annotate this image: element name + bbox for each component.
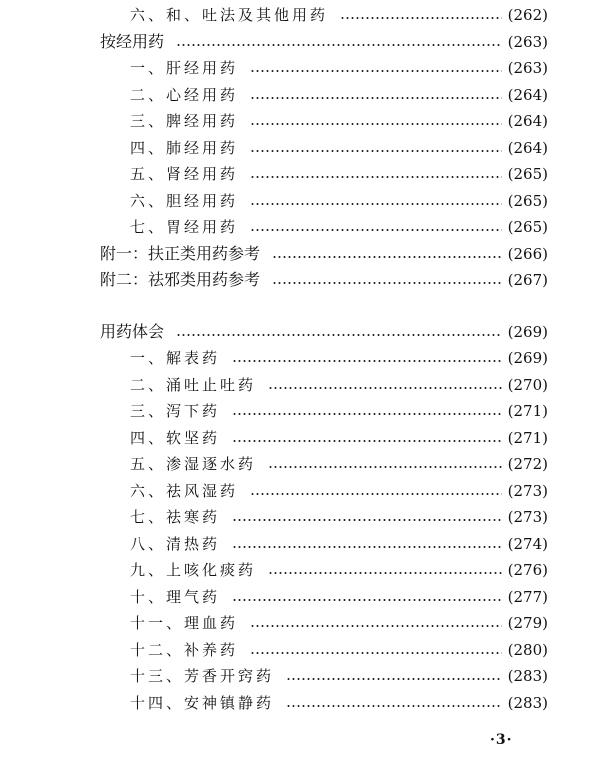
toc-dot-leader: [250, 625, 502, 627]
toc-dot-leader: [250, 97, 502, 99]
toc-entry-page: (270): [507, 376, 548, 394]
toc-entry: [130, 584, 548, 610]
toc-entry: [130, 531, 548, 557]
toc-entry-page: (276): [507, 561, 548, 579]
toc-entry: [100, 319, 548, 345]
toc-entry-title: 九、上咳化痰药: [130, 561, 257, 579]
toc-entry-page: (280): [507, 641, 548, 659]
toc-entry-title: 五、肾经用药: [130, 165, 239, 183]
toc-dot-leader: [232, 519, 502, 521]
toc-entry: [130, 214, 548, 240]
toc-dot-leader: [272, 282, 502, 284]
toc-dot-leader: [232, 546, 502, 548]
toc-dot-leader: [268, 572, 502, 574]
toc-dot-leader: [232, 440, 502, 442]
toc-entry: [130, 451, 548, 477]
toc-dot-leader: [250, 203, 502, 205]
toc-entry: [130, 82, 548, 108]
toc-entry: [100, 267, 548, 293]
toc-entry-page: (274): [507, 535, 548, 553]
toc-entry-title: 五、渗湿逐水药: [130, 455, 257, 473]
toc-entry: [130, 55, 548, 81]
toc-dot-leader: [272, 256, 502, 258]
toc-entry: [130, 663, 548, 689]
toc-entry-page: (262): [507, 6, 548, 24]
toc-entry-page: (273): [507, 482, 548, 500]
toc-entry: [130, 557, 548, 583]
toc-entry-page: (273): [507, 508, 548, 526]
toc-entry-page: (265): [507, 218, 548, 236]
toc-entry-title: 六、胆经用药: [130, 192, 239, 210]
toc-entry-page: (266): [507, 245, 548, 263]
toc-dot-leader: [250, 123, 502, 125]
toc-entry: [130, 478, 548, 504]
toc-entry-title: 用药体会: [100, 322, 165, 341]
toc-entry-title: 十三、芳香开窍药: [130, 667, 275, 685]
toc-dot-leader: [268, 387, 502, 389]
toc-entry-title: 十一、理血药: [130, 614, 239, 632]
toc-entry-page: (267): [507, 271, 548, 289]
toc-entry: [130, 425, 548, 451]
toc-entry-page: (265): [507, 192, 548, 210]
toc-entry-page: (269): [507, 349, 548, 367]
toc-entry-page: (264): [507, 112, 548, 130]
toc-entry: [130, 504, 548, 530]
toc-entry-title: 四、肺经用药: [130, 139, 239, 157]
toc-entry-page: (283): [507, 667, 548, 685]
toc-dot-leader: [232, 599, 502, 601]
toc-dot-leader: [250, 70, 502, 72]
toc-dot-leader: [286, 678, 502, 680]
toc-entry-page: (264): [507, 139, 548, 157]
toc-dot-leader: [250, 229, 502, 231]
toc-entry-title: 四、软坚药: [130, 429, 221, 447]
toc-entry-title: 一、解表药: [130, 349, 221, 367]
toc-entry: [130, 610, 548, 636]
toc-dot-leader: [250, 176, 502, 178]
toc-entry-title: 一、肝经用药: [130, 59, 239, 77]
toc-entry-page: (269): [507, 323, 548, 341]
toc-entry-page: (271): [507, 429, 548, 447]
toc-entry: [130, 372, 548, 398]
toc-dot-leader: [232, 360, 502, 362]
toc-entry-title: 附一：扶正类用药参考: [100, 244, 261, 263]
page-number: ·3·: [490, 732, 513, 748]
toc-entry-title: 二、心经用药: [130, 86, 239, 104]
toc-dot-leader: [250, 150, 502, 152]
toc-dot-leader: [250, 493, 502, 495]
toc-entry-title: 八、清热药: [130, 535, 221, 553]
toc-entry: [100, 29, 548, 55]
toc-entry: [130, 161, 548, 187]
toc-entry: [130, 398, 548, 424]
toc-entry-page: (264): [507, 86, 548, 104]
toc-entry-title: 六、祛风湿药: [130, 482, 239, 500]
toc-dot-leader: [250, 652, 502, 654]
toc-entry: [130, 345, 548, 371]
toc-entry-page: (283): [507, 694, 548, 712]
toc-dot-leader: [340, 17, 502, 19]
toc-dot-leader: [268, 466, 502, 468]
toc-entry-title: 十四、安神镇静药: [130, 694, 275, 712]
toc-entry-page: (272): [507, 455, 548, 473]
toc-entry-title: 七、胃经用药: [130, 218, 239, 236]
toc-dot-leader: [286, 705, 502, 707]
toc-entry-page: (279): [507, 614, 548, 632]
toc-entry-title: 三、脾经用药: [130, 112, 239, 130]
toc-entry: [130, 690, 548, 716]
toc-entry-page: (265): [507, 165, 548, 183]
toc-entry-title: 六、和、吐法及其他用药: [130, 6, 329, 24]
toc-dot-leader: [176, 334, 502, 336]
toc-entry-title: 按经用药: [100, 32, 165, 51]
toc-entry-title: 七、祛寒药: [130, 508, 221, 526]
toc-entry: [130, 188, 548, 214]
toc-dot-leader: [176, 44, 502, 46]
toc-entry: [130, 637, 548, 663]
toc-entry-title: 二、涌吐止吐药: [130, 376, 257, 394]
toc-entry: [130, 2, 548, 28]
toc-entry-title: 附二：祛邪类用药参考: [100, 270, 261, 289]
toc-entry: [130, 135, 548, 161]
toc-entry-title: 十二、补养药: [130, 641, 239, 659]
toc-entry-title: 三、泻下药: [130, 402, 221, 420]
toc-entry-page: (263): [507, 33, 548, 51]
toc-entry: [100, 241, 548, 267]
toc-entry-page: (263): [507, 59, 548, 77]
toc-entry-page: (277): [507, 588, 548, 606]
toc-entry: [130, 108, 548, 134]
toc-entry-page: (271): [507, 402, 548, 420]
toc-dot-leader: [232, 413, 502, 415]
toc-entry-title: 十、理气药: [130, 588, 221, 606]
